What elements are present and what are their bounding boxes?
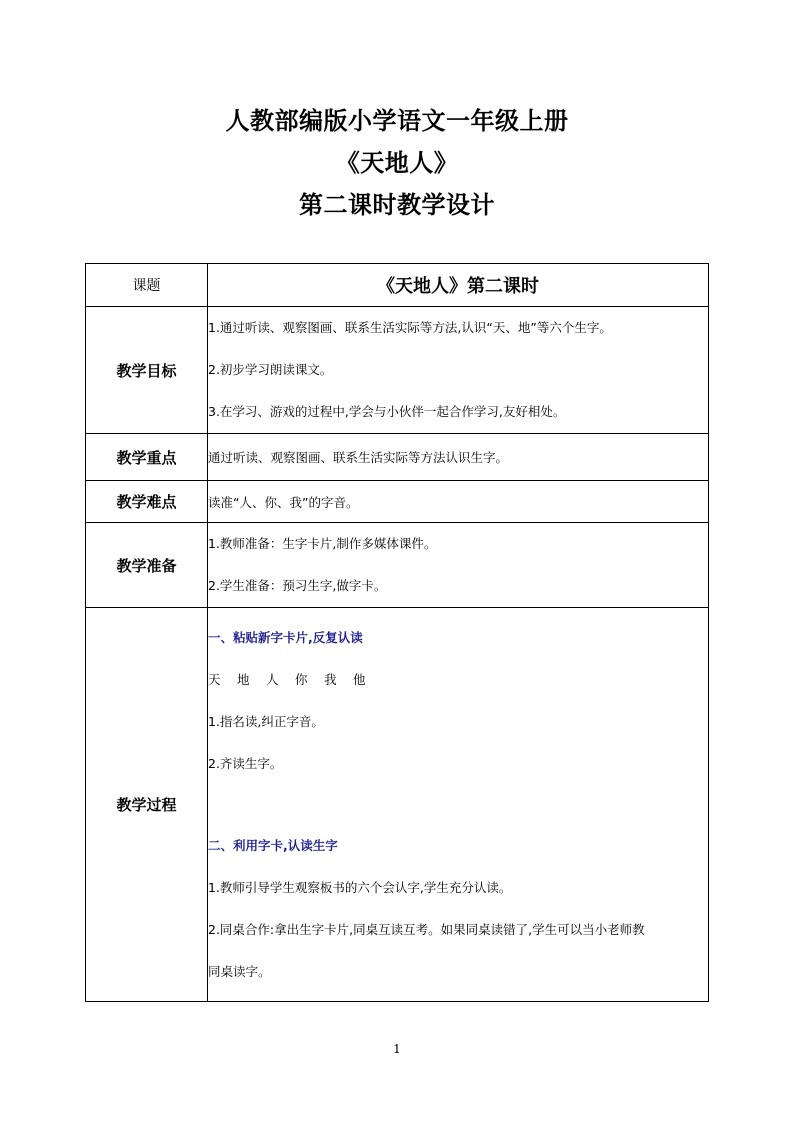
character-item: 你 <box>295 671 308 687</box>
character-item: 地 <box>237 671 250 687</box>
preparation-item: 1.教师准备：生字卡片,制作多媒体课件。 <box>208 536 437 551</box>
document-title <box>0 100 794 226</box>
character-item: 我 <box>324 671 337 687</box>
objective-item: 1.通过听读、观察图画、联系生活实际等方法,认识“天、地”等六个生字。 <box>208 320 612 335</box>
blank-line <box>208 785 708 825</box>
preparation-cell <box>208 523 709 608</box>
new-characters-row <box>208 659 708 701</box>
process-label: 教学过程 <box>86 608 208 1002</box>
character-item: 人 <box>266 671 279 687</box>
process-section-heading: 二、利用字卡,认读生字 <box>208 837 338 853</box>
table-row-key-points <box>86 434 709 481</box>
process-step: 1.教师引导学生观察板书的六个会认字,学生充分认读。 <box>208 879 512 895</box>
process-step: 同桌读字。 <box>208 963 271 979</box>
table-row-topic <box>86 264 709 307</box>
difficulty-text: 读准“人、你、我”的字音。 <box>208 481 709 523</box>
objective-item: 3.在学习、游戏的过程中,学会与小伙伴一起合作学习,友好相处。 <box>208 404 566 419</box>
process-step: 1.指名读,纠正字音。 <box>208 713 324 729</box>
lesson-plan-table <box>85 263 709 1002</box>
topic-label: 课题 <box>86 264 208 307</box>
objective-item: 2.初步学习朗读课文。 <box>208 362 333 377</box>
objectives-label: 教学目标 <box>86 307 208 434</box>
process-cell <box>208 608 709 1002</box>
table-row-difficulty <box>86 481 709 523</box>
title-line-3: 第二课时教学设计 <box>299 191 495 219</box>
table-row-objectives <box>86 307 709 434</box>
preparation-label: 教学准备 <box>86 523 208 608</box>
key-points-label: 教学重点 <box>86 434 208 481</box>
difficulty-label: 教学难点 <box>86 481 208 523</box>
topic-value: 《天地人》第二课时 <box>208 264 709 307</box>
character-item: 他 <box>353 671 366 687</box>
objectives-cell <box>208 307 709 434</box>
key-points-text: 通过听读、观察图画、联系生活实际等方法认识生字。 <box>208 434 709 481</box>
page-number: 1 <box>393 1042 401 1056</box>
table-row-process <box>86 608 709 1002</box>
process-step: 2.同桌合作:拿出生字卡片,同桌互读互考。如果同桌读错了,学生可以当小老师教 <box>208 921 645 937</box>
title-line-1: 人教部编版小学语文一年级上册 <box>225 107 569 135</box>
table-row-preparation <box>86 523 709 608</box>
title-line-2: 《天地人》 <box>335 149 459 177</box>
preparation-item: 2.学生准备：预习生字,做字卡。 <box>208 578 387 593</box>
character-item: 天 <box>208 671 221 687</box>
process-step: 2.齐读生字。 <box>208 755 283 771</box>
process-section-heading: 一、粘贴新字卡片,反复认读 <box>208 629 363 645</box>
